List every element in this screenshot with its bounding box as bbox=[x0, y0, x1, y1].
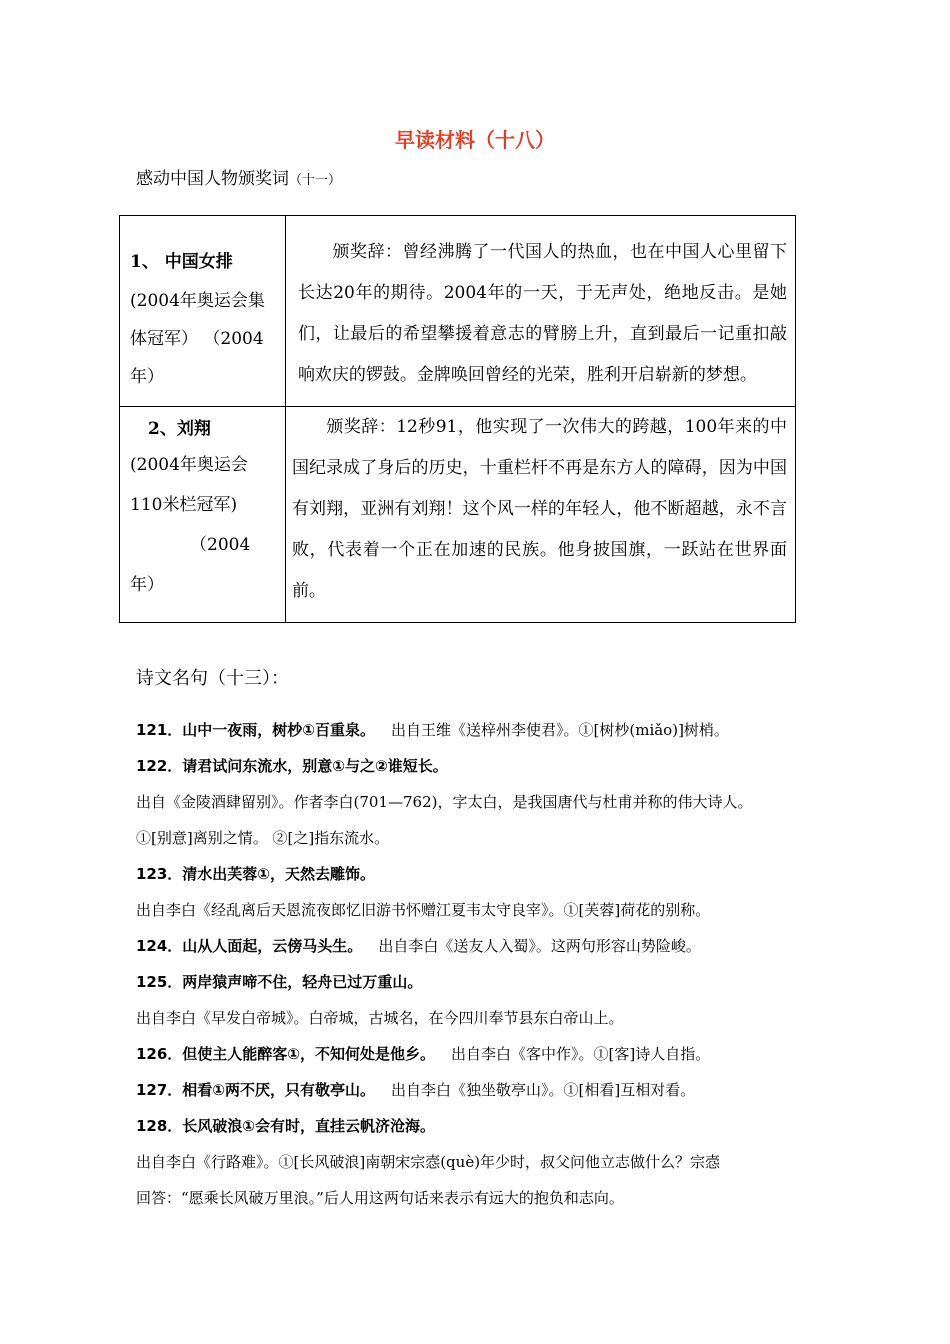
note-line: (2004年奥运会集 bbox=[130, 291, 265, 311]
award-person-cell bbox=[120, 407, 286, 623]
poem-line bbox=[136, 1036, 836, 1072]
award-citation-cell bbox=[285, 216, 795, 407]
poem-source: 出自王维《送梓州李使君》。①[树杪(miǎo)]树梢。 bbox=[391, 721, 729, 739]
subtitle-main: 感动中国人物颁奖词 bbox=[136, 169, 289, 189]
poem-note: 出自李白《经乱离后天恩流夜郎忆旧游书怀赠江夏韦太守良宰》。①[芙蓉]荷花的别称。 bbox=[136, 901, 711, 919]
award-row bbox=[120, 216, 796, 407]
poem-note: 回答：“愿乘长风破万里浪。”后人用这两句话来表示有远大的抱负和志向。 bbox=[136, 1189, 624, 1207]
awards-table bbox=[119, 215, 796, 623]
page-title: 早读材料（十八） bbox=[395, 128, 555, 152]
poem-quote: 125．两岸猿声啼不住，轻舟已过万重山。 bbox=[136, 973, 423, 991]
note-line: 体冠军） （2004 bbox=[130, 329, 264, 349]
poems-heading: 诗文名句（十三）： bbox=[136, 668, 289, 689]
note-line: 年） bbox=[130, 575, 164, 595]
award-person-name: 1、 中国女排 bbox=[130, 252, 233, 272]
poem-quote: 126．但使主人能醉客①，不知何处是他乡。 bbox=[136, 1045, 436, 1063]
poem-quote: 122．请君试问东流水，别意①与之②谁短长。 bbox=[136, 757, 448, 775]
poem-source: 出自李白《送友人入蜀》。这两句形容山势险峻。 bbox=[378, 937, 701, 955]
note-line: （2004 bbox=[190, 535, 251, 555]
poem-quote: 128．长风破浪①会有时，直挂云帆济沧海。 bbox=[136, 1117, 436, 1135]
poem-quote: 121．山中一夜雨，树杪①百重泉。 bbox=[136, 721, 376, 739]
section-subtitle bbox=[136, 164, 341, 189]
poem-note: 出自李白《早发白帝城》。白帝城，古城名，在今四川奉节县东白帝山上。 bbox=[136, 1009, 624, 1027]
note-line: (2004年奥运会 bbox=[130, 455, 248, 475]
note-line: 年） bbox=[130, 367, 164, 387]
subtitle-sub: （十一） bbox=[289, 173, 342, 188]
award-person-note bbox=[130, 282, 277, 396]
award-citation-cell bbox=[285, 407, 795, 623]
award-person-cell bbox=[120, 216, 286, 407]
poem-source: 出自李白《独坐敬亭山》。①[相看]互相对看。 bbox=[391, 1081, 696, 1099]
poem-note: ①[别意]离别之情。 ②[之]指东流水。 bbox=[136, 829, 390, 847]
poems-list bbox=[136, 712, 836, 1216]
award-citation: 颁奖辞：曾经沸腾了一代国人的热血，也在中国人心里留下长达20年的期待。2004年的一天，于无声处，绝地反击。是她们，让最后的希望攀援着意志的臂膀上升，直到最后一记重扣敲响欢庆的锣鼓。金牌唤回曾经的光荣，胜利开启崭新的梦想。 bbox=[297, 242, 787, 385]
poem-note: 出自李白《行路难》。①[长风破浪]南朝宋宗悫(què)年少时，叔父问他立志做什么？宗悫 bbox=[136, 1153, 721, 1171]
award-citation: 颁奖辞：12秒91，他实现了一次伟大的跨越，100年来的中国纪录成了身后的历史，十重栏杆不再是东方人的障碍，因为中国有刘翔，亚洲有刘翔！这个风一样的年轻人，他不断超越，永不言败，代表着一个正在加速的民族。他身披国旗，一跃站在世界面前。 bbox=[291, 417, 787, 601]
award-person-name: 2、刘翔 bbox=[148, 419, 211, 439]
award-row bbox=[120, 407, 796, 623]
poem-line bbox=[136, 1072, 836, 1108]
poem-line bbox=[136, 712, 836, 748]
poem-source: 出自李白《客中作》。①[客]诗人自指。 bbox=[451, 1045, 711, 1063]
poem-quote: 124．山从人面起，云傍马头生。 bbox=[136, 937, 363, 955]
note-line: 110米栏冠军) bbox=[130, 495, 238, 515]
poem-note: 出自《金陵酒肆留别》。作者李白(701—762)，字太白，是我国唐代与杜甫并称的伟大诗人。 bbox=[136, 793, 753, 811]
poem-quote: 123．清水出芙蓉①，天然去雕饰。 bbox=[136, 865, 376, 883]
poem-line bbox=[136, 928, 836, 964]
poem-quote: 127．相看①两不厌，只有敬亭山。 bbox=[136, 1081, 376, 1099]
award-person-note bbox=[130, 445, 277, 605]
